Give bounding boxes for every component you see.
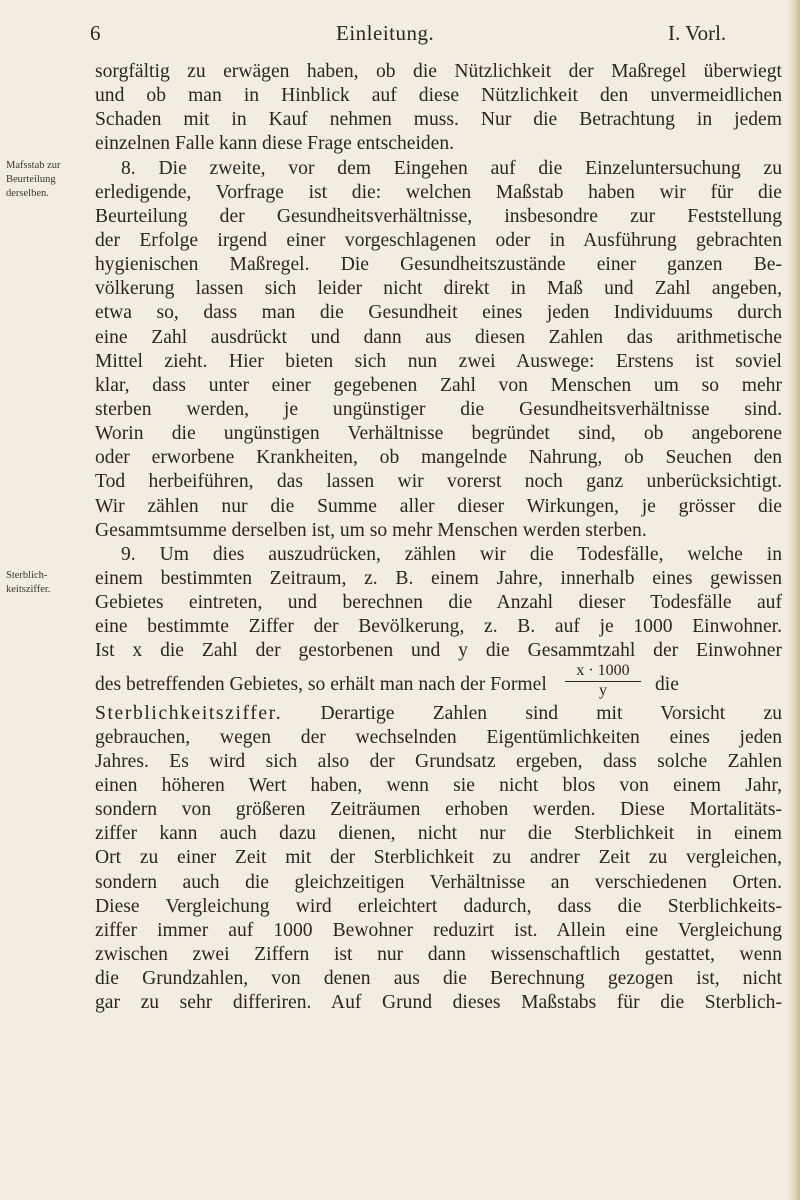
- formula-lead-text: des betreffenden Gebietes, so erhält man nach der Formel: [95, 673, 547, 695]
- text-line: Ort zu einer Zeit mit der Sterblichkeit zu andrer Zeit zu vergleichen,: [95, 847, 782, 869]
- text-line: ziffer kann auch dazu dienen, nicht nur die Sterblichkeit in einem: [95, 823, 782, 845]
- text-line: völkerung lassen sich leider nicht direkt in Maß und Zahl angeben,: [95, 278, 782, 300]
- term-line-rest: Derartige Zahlen sind mit Vorsicht zu: [282, 702, 782, 724]
- text-line: Worin die ungünstigen Verhältnisse begründet sind, ob angeborene: [95, 423, 782, 445]
- text-line: Beurteilung der Gesundheitsverhältnisse, insbesondre zur Feststellung: [95, 205, 782, 227]
- margin-note-line: Mafsstab zur: [6, 160, 61, 171]
- text-line: eine bestimmte Ziffer der Bevölkerung, z. B. auf je 1000 Einwohner.: [95, 616, 782, 638]
- text-line: Gebietes eintreten, und berechnen die Anzahl dieser Todesfälle auf: [95, 592, 782, 614]
- margin-note-line: Beurteilung: [6, 174, 56, 185]
- text-line: einzelnen Falle kann diese Frage entscheiden.: [95, 133, 455, 155]
- text-line: die Grundzahlen, von denen aus die Berechnung gezogen ist, nicht: [95, 968, 782, 990]
- text-line: und ob man in Hinblick auf diese Nützlichkeit den unvermeidlichen: [95, 85, 782, 107]
- text-line: Wir zählen nur die Summe aller dieser Wirkungen, je grösser die: [95, 495, 782, 517]
- text-line: ziffer immer auf 1000 Bewohner reduzirt ist. Allein eine Vergleichung: [95, 919, 782, 941]
- text-line: Ist x die Zahl der gestorbenen und y die Gesammtzahl der Einwohner: [95, 640, 782, 662]
- margin-note-line: derselben.: [6, 188, 49, 199]
- text-line: sterben werden, je ungünstiger die Gesundheitsverhältnisse sind.: [95, 398, 782, 420]
- text-line: sondern auch die gleichzeitigen Verhältnisse an verschiedenen Orten.: [95, 871, 782, 893]
- text-line: etwa so, dass man die Gesundheit eines jeden Individuums durch: [95, 302, 782, 324]
- text-line: Schaden mit in Kauf nehmen muss. Nur die Betrachtung in jedem: [95, 109, 782, 131]
- text-line: erledigende, Vorfrage ist die: welchen Maßstab haben wir für die: [95, 181, 782, 203]
- formula-trailing-text: die: [655, 673, 679, 695]
- margin-note-massstab: [6, 159, 90, 201]
- text-line: klar, dass unter einer gegebenen Zahl von Menschen um so mehr: [95, 374, 782, 396]
- formula-line: [95, 661, 782, 702]
- page-edge-shadow: [786, 0, 800, 1200]
- term-line: [95, 702, 782, 726]
- page-number: 6: [90, 21, 101, 45]
- text-line: eine Zahl ausdrückt und dann aus diesen Zahlen das arithmetische: [95, 326, 782, 348]
- margin-note-line: keitsziffer.: [6, 584, 51, 595]
- text-line: Diese Vergleichung wird erleichtert dadurch, dass die Sterblichkeits-: [95, 895, 782, 917]
- term-sterblichkeitsziffer: Sterblichkeitsziffer.: [95, 702, 283, 724]
- margin-note-sterblichkeit: [6, 569, 90, 597]
- text-line: Mittel zieht. Hier bieten sich nun zwei Auswege: Erstens ist soviel: [95, 350, 782, 372]
- running-header: [0, 18, 800, 48]
- text-line: Jahres. Es wird sich also der Grundsatz ergeben, dass solche Zahlen: [95, 750, 782, 772]
- text-line: Tod herbeiführen, das lassen wir vorerst noch ganz unberücksichtigt.: [95, 471, 782, 493]
- formula-denominator: y: [599, 681, 607, 699]
- mortality-formula: [565, 662, 641, 700]
- text-line: gebrauchen, wegen der wechselnden Eigentümlichkeiten eines jeden: [95, 726, 782, 748]
- text-line: gar zu sehr differiren. Auf Grund dieses Maßstabs für die Sterblich-: [95, 992, 782, 1014]
- text-line: zwischen zwei Ziffern ist nur dann wissenschaftlich gestattet, wenn: [95, 943, 782, 965]
- margin-note-line: Sterblich-: [6, 570, 48, 581]
- text-line: einen höheren Wert haben, wenn sie nicht blos von einem Jahr,: [95, 774, 782, 796]
- section-marker: I. Vorl.: [668, 21, 727, 45]
- paragraph-9-start: 9. Um dies auszudrücken, zählen wir die Todesfälle, welche in: [121, 543, 782, 565]
- body-text: [95, 60, 782, 1015]
- formula-numerator: x · 1000: [565, 662, 641, 682]
- text-line: der Erfolge irgend einer vorgeschlagenen oder in Ausführung gebrachten: [95, 229, 782, 251]
- paragraph-8-start: 8. Die zweite, vor dem Eingehen auf die Einzeluntersuchung zu: [121, 157, 782, 179]
- text-line: Gesammtsumme derselben ist, um so mehr Menschen werden sterben.: [95, 519, 647, 541]
- text-line: sondern von größeren Zeiträumen erhoben werden. Diese Mortalitäts-: [95, 799, 782, 821]
- text-line: oder erworbene Krankheiten, ob mangelnde Nahrung, ob Seuchen den: [95, 447, 782, 469]
- text-line: hygienischen Maßregel. Die Gesundheitszustände einer ganzen Be-: [95, 254, 782, 276]
- text-line: sorgfältig zu erwägen haben, ob die Nützlichkeit der Maßregel überwiegt: [95, 61, 782, 82]
- text-line: einem bestimmten Zeitraum, z. B. einem Jahre, innerhalb eines gewissen: [95, 567, 782, 589]
- running-title: Einleitung.: [336, 21, 435, 45]
